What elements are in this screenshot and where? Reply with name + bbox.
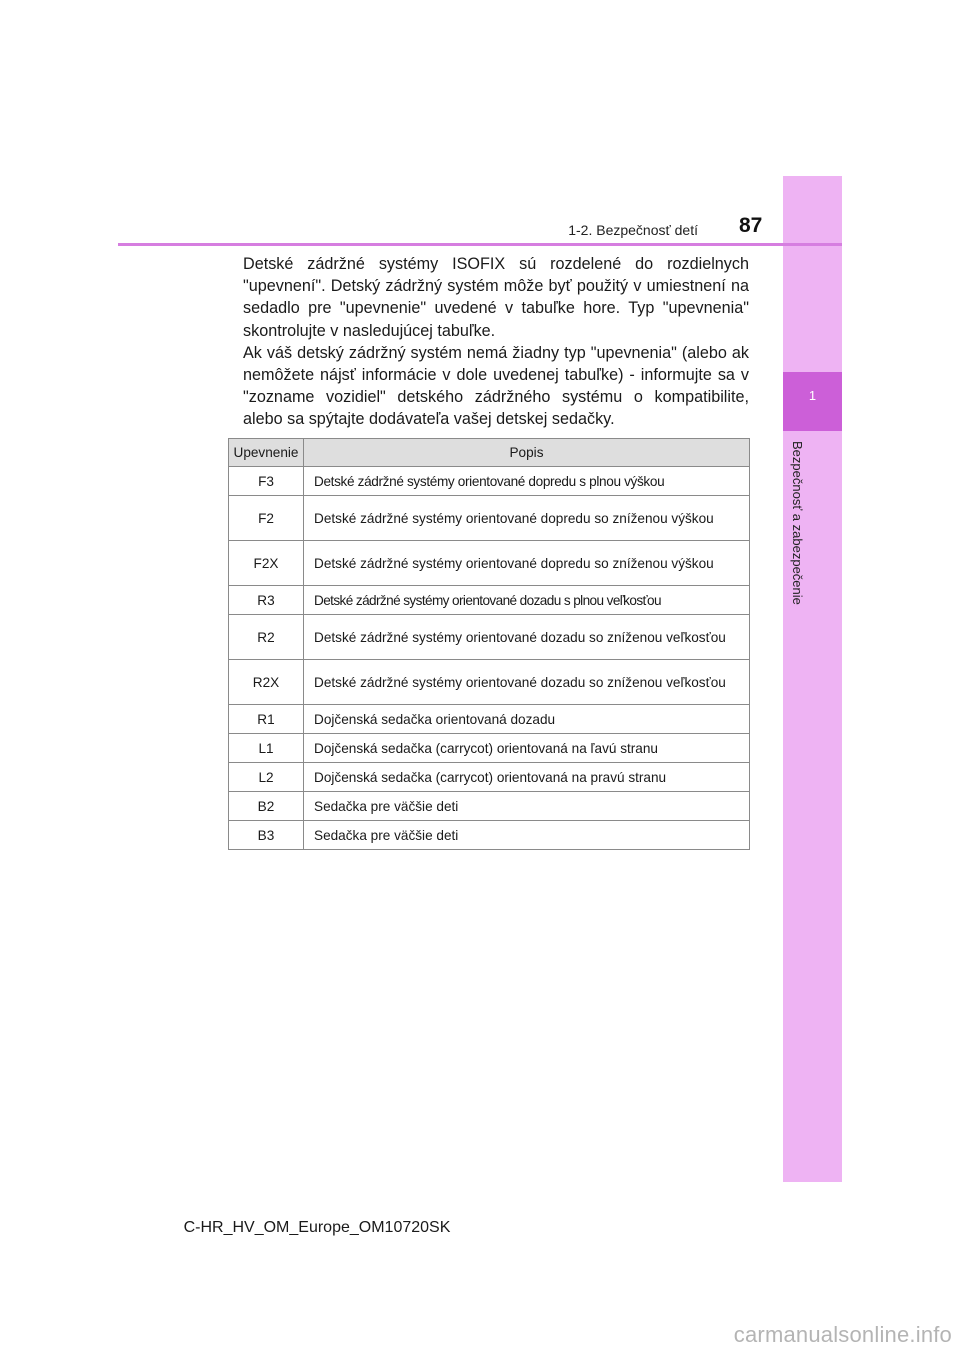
fixture-description: Detské zádržné systémy orientované dozadu so zníženou veľkosťou [304,660,750,705]
fixture-code: R2 [229,615,304,660]
table-row [229,792,750,821]
fixture-description: Detské zádržné systémy orientované dopredu so zníženou výškou [304,541,750,586]
table-row [229,541,750,586]
table-row [229,615,750,660]
fixture-code: B2 [229,792,304,821]
fixture-description: Detské zádržné systémy orientované dopredu so zníženou výškou [304,496,750,541]
table-row [229,734,750,763]
fixture-code: F3 [229,467,304,496]
watermark: carmanualsonline.info [733,1322,952,1347]
fixture-description: Detské zádržné systémy orientované dozadu so zníženou veľkosťou [304,615,750,660]
paragraph: Detské zádržné systémy ISOFIX sú rozdelené do rozdielnych "upevnení". Detský zádržný systém môže byť použitý v umiestnení na sedadlo pre "upevnenie" uvedené v tabuľke hore. Typ "upevnenia" skontrolujte v nasledujúcej tabuľke. [243,255,749,340]
chapter-number: 1 [808,388,817,403]
body-text [243,253,749,431]
fixture-description: Sedačka pre väčšie deti [304,792,750,821]
fixture-description: Dojčenská sedačka orientovaná dozadu [304,705,750,734]
table-header-row [229,439,750,467]
fixture-code: R3 [229,586,304,615]
table-row [229,763,750,792]
fixture-code: R1 [229,705,304,734]
section-title: 1-2. Bezpečnosť detí [568,222,698,238]
isofix-fixture-table [228,438,750,850]
table-row [229,705,750,734]
table-row [229,467,750,496]
column-header-fixture: Upevnenie [229,439,304,467]
chapter-title: Bezpečnosť a zabezpečenie [790,441,805,605]
fixture-code: B3 [229,821,304,850]
fixture-description: Detské zádržné systémy orientované dozadu s plnou veľkosťou [304,586,750,615]
fixture-code: F2 [229,496,304,541]
fixture-code: L2 [229,763,304,792]
fixture-description: Dojčenská sedačka (carrycot) orientovaná na ľavú stranu [304,734,750,763]
fixture-code: F2X [229,541,304,586]
fixture-description: Detské zádržné systémy orientované dopredu s plnou výškou [304,467,750,496]
document-id-footer: C-HR_HV_OM_Europe_OM10720SK [183,1219,451,1236]
page-number: 87 [739,214,763,237]
fixture-code: L1 [229,734,304,763]
column-header-description: Popis [304,439,750,467]
paragraph: Ak váš detský zádržný systém nemá žiadny typ "upevnenia" (alebo ak nemôžete nájsť informácie v dole uvedenej tabuľke) - informujte sa v "zozname vozidiel" detského zádržného systému o kompatibilite, alebo sa spýtajte dodávateľa vašej detskej sedačky. [243,343,749,429]
table-row [229,496,750,541]
fixture-description: Sedačka pre väčšie deti [304,821,750,850]
table-row [229,821,750,850]
table-row [229,660,750,705]
table-row [229,586,750,615]
fixture-code: R2X [229,660,304,705]
fixture-description: Dojčenská sedačka (carrycot) orientovaná na pravú stranu [304,763,750,792]
chapter-side-tab [783,176,842,1182]
header-divider [118,243,842,246]
